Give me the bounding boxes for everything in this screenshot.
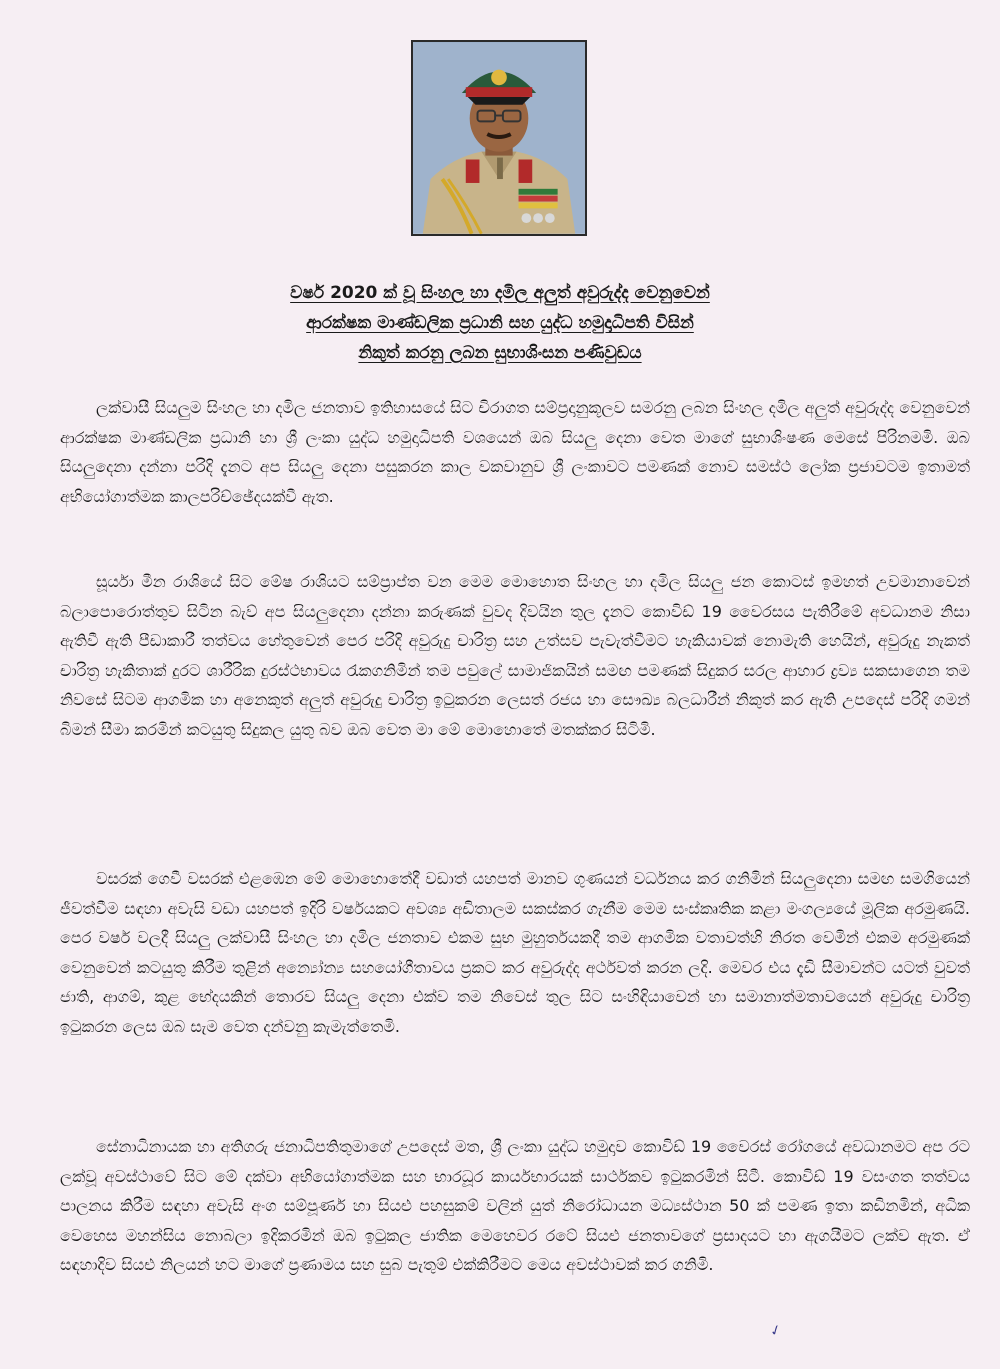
title-line-2: ආරක්ෂක මාණ්ඩලික ප්‍රධානි සහ යුද්ධ හමුදාධිපති විසින් bbox=[306, 313, 694, 333]
pen-mark-icon: ✓ bbox=[767, 1321, 785, 1341]
paragraph-3: වසරක් ගෙවී වසරක් එළඹෙන මේ මොහොතේදී වඩාත් යහපත් මානව ගුණයන් වර්ධනය කර ගනිමින් සියලුදෙනා සමඟ සමගියෙන් ජීවත්වීම සඳහා අවැසි වඩා යහපත් ඉදිරි වර්ෂයකට අවශ්‍ය අඩිතාලම සකස්කර ගැනීම මෙම සංස්කෘතික කළා මංගල්‍යයේ මූලික අරමුණයි. පෙර වර්ෂ වලදී සියලු ලක්වාසී සිංහල හා දමිල ජනතාව එකම සුභ මුහුර්තයකදී තම ආගමික වතාවත්හි නිරත වෙමින් එකම අරමුණක් වෙනුවෙන් කටයුතු කිරීම තුළින් අන්‍යෝන්‍ය සහයෝගීතාවය ප්‍රකට කර අවුරුද්ද අර්ථවත් කරන ලදි. මෙවර එය දැඩි සීමාවන්ට යටත් වුවත් ජාති, ආගම්, කුළ භේදයකින් තොරව සියලු දෙනා එක්ව තම නිවෙස් තුල සිට සංහිඳියාවෙන් හා සමානාත්මතාවයෙන් අවුරුදු චාරිත්‍ර ඉටුකරන ලෙස ඔබ සැම වෙත දන්වනු කැමැත්තෙමි. bbox=[60, 869, 970, 1036]
paragraph-1: ලක්වාසී සියලුම සිංහල හා දමිල ජනතාව ඉතිහාසයේ සිට චිරාගත සම්ප්‍රදානුකූලව සමරනු ලබන සිංහල දමිල අලුත් අවුරුද්ද වෙනුවෙන් ආරක්ෂක මාණ්ඩලික ප්‍රධානි හා ශ්‍රී ලංකා යුද්ධ හමුදාධිපති වශයෙන් ඔබ සියලු දෙනා වෙත මාගේ සුභාශිංෂණ මෙසේ පිරිනමමි. ඔබ සියලුදෙනා දන්නා පරිදි දැනට අප සියලු දෙනා පසුකරන කාල වකවානුව ශ්‍රී ලංකාවට පමණක් නොව සමස්ථ ලෝක ප්‍රජාවටම ඉතාමත් අභියෝගාත්මක කාලපරිච්ඡේදයක්වී ඇත. bbox=[60, 398, 970, 506]
title-line-3: නිකුත් කරනු ලබන සුභාශිංසන පණිවුඩය bbox=[358, 343, 642, 363]
title-line-1: වර්ෂ 2020 ක් වූ සිංහල හා දමිල අලුත් අවුරුද්ද වෙනුවෙන් bbox=[290, 283, 710, 303]
paragraph-4: සේනාධිනායක හා අතිගරු ජනාධිපතිතුමාගේ උපදෙස් මත, ශ්‍රී ලංකා යුද්ධ හමුදාව කොවිඩ් 19 වෛරස් රෝගයේ අවධානමට අප රට ලක්වූ අවස්ථාවේ සිට මේ දක්වා අභියෝගාත්මක සහ භාරධූර කාර්යභාරයක් සාර්ථකව ඉටුකරමින් සිටී. කොවිඩ් 19 වසංගත තත්වය පාලනය කිරීම සඳහා අවැසි අංග සම්පූර්ණ හා සියළු පහසුකම් වලින් යුත් නිරෝධායන මධ්‍යස්ථාන 50 ක් පමණ ඉතා කඩිනමින්, අධික වෙහෙස මහන්සිය නොබලා ඉදිකරමින් ඔබ ඉටුකල ජාතික මෙහෙවර රටේ සියළු ජනතාවගේ ප්‍රසාදයට හා ඇගයීමට ලක්ව ඇත. ඒ සඳහාදිව සියළු නිලයන් හට මාගේ ප්‍රණාමය සහ සුබ පැතුම් එක්කිරීමට මෙය අවස්ථාවක් කර ගනිමි. bbox=[60, 1137, 970, 1274]
paragraph-2: සූර්යා මීන රාශියේ සිට මේෂ රාශියට සම්ප්‍රාප්ත වන මෙම මොහොත සිංහල හා දමිල සියලු ජන කොටස් ඉමහත් උවමානාවෙන් බලාපොරොත්තුව සිටින බැව් අප සියලුදෙනා දන්නා කරුණක් වුවද දිවයින තුල දැනට කොවිඩ් 19 වෛරසය පැතිරීමේ අවධානම නිසා ඇතිවී ඇති පීඩාකාරී තත්වය හේතුවෙන් පෙර පරිදි අවුරුදු චාරිත්‍ර සහ උත්සව පැවැත්වීමට හැකියාවක් නොමැති හෙයින්, අවුරුදු නැකත් චාරිත්‍ර හැකිතාක් දුරට ශාරීරික දුරස්ථභාවය රැකගනිමින් තම පවුලේ සාමාජිකයින් සමඟ පමණක් සිදුකර සරල ආහාර ද්‍රව්‍ය සකසාගෙන තම නිවසේ සිටම ආගමික හා අනෙකුත් අලුත් අවුරුදු චාරිත්‍ර ඉටුකරන ලෙසත් රජය හා සෞඛ්‍ය බලධාරීන් නිකුත් කර ඇති උපදෙස් පරිදි ගමන් බිමන් සීමා කරමින් කටයුතු සිදුකල යුතු බව ඔබ වෙත මා මේ මොහොතේ මතක්කර සිටිමි. bbox=[60, 572, 970, 739]
officer-portrait-icon bbox=[413, 42, 585, 234]
officer-portrait bbox=[411, 40, 587, 236]
document-title bbox=[150, 278, 850, 368]
